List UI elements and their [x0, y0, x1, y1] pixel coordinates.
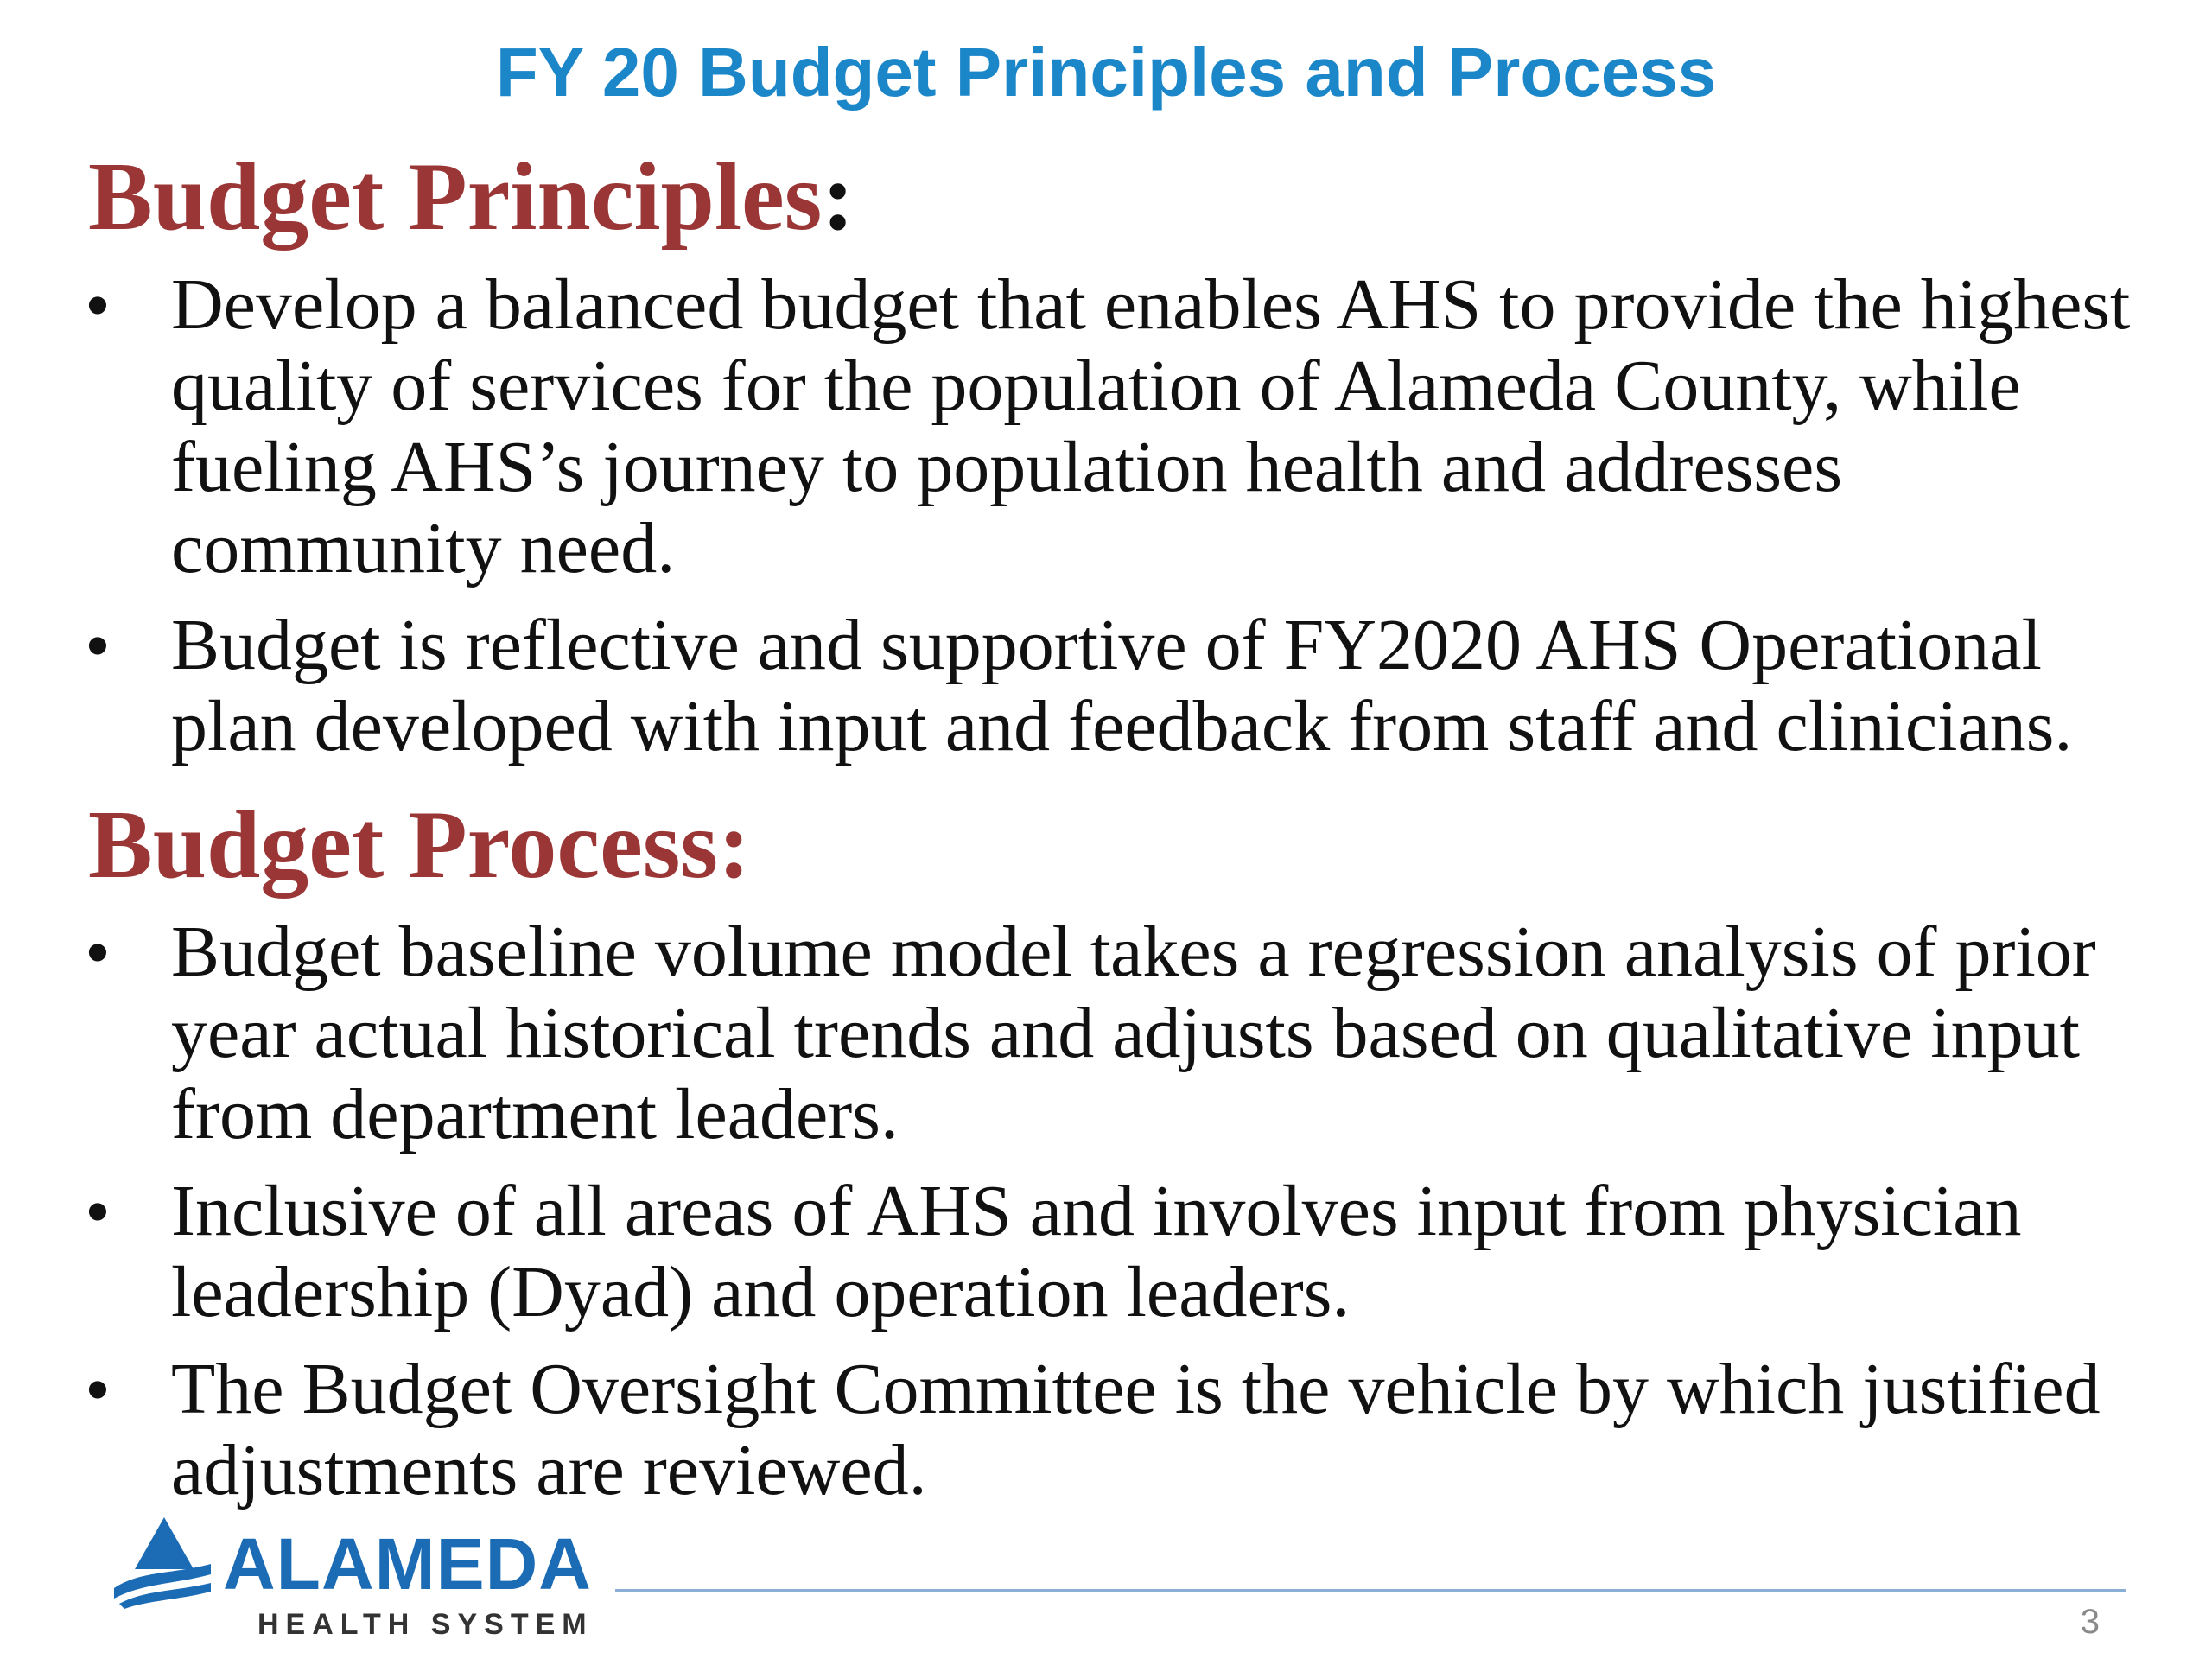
- principles-list-item: [0, 264, 2212, 589]
- process-item-text: Inclusive of all areas of AHS and involves input from physician leadership (Dyad) and operation leaders.: [171, 1171, 2022, 1332]
- principles-heading-text: Budget Principles: [88, 143, 823, 251]
- slide-title: FY 20 Budget Principles and Process: [495, 34, 1717, 111]
- logo-subtitle: HEALTH SYSTEM: [257, 1608, 594, 1641]
- process-list-item: [0, 1171, 2212, 1333]
- alameda-health-system-logo: [111, 1514, 603, 1652]
- page-number: 3: [2080, 1603, 2100, 1641]
- bullet-icon: •: [86, 916, 109, 988]
- process-list-item: [0, 912, 2212, 1155]
- principles-list: [0, 264, 2212, 783]
- bullet-icon: •: [86, 269, 109, 340]
- principles-heading-colon: :: [822, 143, 855, 251]
- alameda-health-system-logo-icon: [111, 1514, 214, 1609]
- bullet-icon: •: [86, 1353, 109, 1425]
- process-item-text: The Budget Oversight Committee is the vehicle by which justified adjustments are reviewed.: [171, 1349, 2101, 1510]
- process-item-text: Budget baseline volume model takes a regression analysis of prior year actual historical trends and adjusts based on qualitative input from department leaders.: [171, 912, 2096, 1154]
- logo-name: ALAMEDA: [223, 1523, 592, 1605]
- principles-list-item: [0, 605, 2212, 767]
- process-heading: Budget Process:: [88, 791, 751, 899]
- bullet-icon: •: [86, 1175, 109, 1247]
- principles-item-text: Budget is reflective and supportive of FY2020 AHS Operational plan developed with input and feedback from staff and clinicians.: [171, 605, 2073, 766]
- bullet-icon: •: [86, 609, 109, 681]
- footer-divider: [615, 1589, 2126, 1592]
- process-list-item: [0, 1349, 2212, 1511]
- process-list: [0, 912, 2212, 1527]
- principles-heading: [88, 145, 855, 249]
- principles-item-text: Develop a balanced budget that enables AHS to provide the highest quality of services for the population of Alameda County, while fueling AHS’s journey to population health and addresses community need.: [171, 264, 2131, 588]
